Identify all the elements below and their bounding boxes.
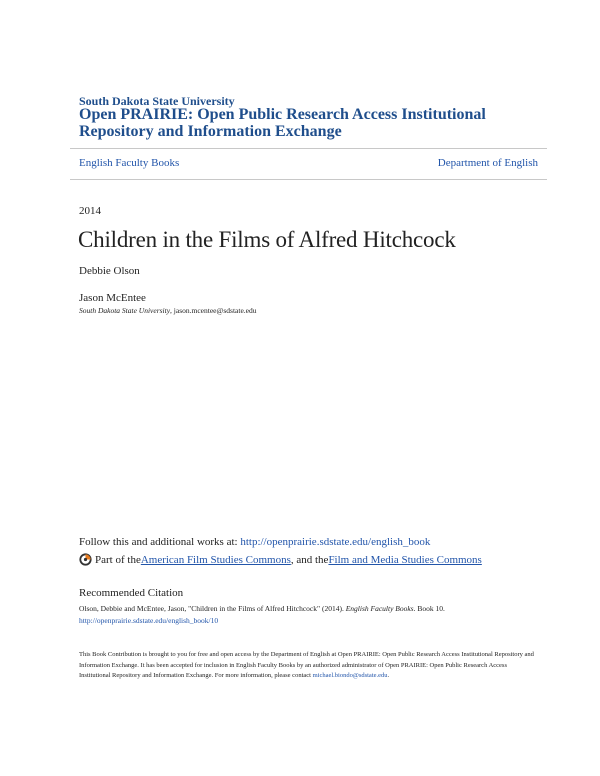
part-of-prefix: Part of the — [95, 553, 141, 566]
follow-text: Follow this and additional works at: — [79, 536, 241, 548]
bottom-divider — [70, 179, 547, 180]
notice-end: . — [387, 672, 390, 679]
author-name: Jason McEntee — [79, 292, 146, 304]
citation-main: Olson, Debbie and McEntee, Jason, "Children in the Films of Alfred Hitchcock" (2014). — [79, 604, 346, 613]
collection-link[interactable]: English Faculty Books — [79, 157, 180, 169]
part-of-middle: , and the — [290, 553, 329, 566]
author-affiliation — [79, 306, 257, 315]
american-film-commons-link[interactable]: American Film Studies Commons — [140, 553, 291, 566]
recommended-citation-heading: Recommended Citation — [79, 587, 184, 599]
collection-url-link[interactable]: http://openprairie.sdstate.edu/english_book — [240, 536, 431, 548]
affiliation-name: South Dakota State University — [79, 306, 171, 315]
commons-network-icon — [79, 553, 92, 566]
author-email: jason.mcentee@sdstate.edu — [173, 306, 257, 315]
university-name: South Dakota State University — [79, 94, 235, 108]
film-media-commons-link[interactable]: Film and Media Studies Commons — [328, 553, 482, 566]
access-notice — [79, 650, 539, 682]
affiliation-separator: , — [170, 306, 174, 315]
citation-block — [79, 603, 445, 627]
notice-text: This Book Contribution is brought to you for free and open access by the Department of English at Open PRAIRIE: Open Public Research Access Institutional Repository and Information Exchange. It has been accepted for inclusion in English Faculty Books by an authorized administrator of Open PRAIRIE: Open Public Research Access Institutional Repository and Information Exchange. For more information, please contact — [79, 651, 534, 679]
top-divider — [70, 148, 547, 149]
publication-year: 2014 — [79, 205, 101, 217]
contact-email-link[interactable]: michael.biondo@sdstate.edu — [312, 672, 388, 679]
follow-line — [79, 536, 430, 548]
document-title: Children in the Films of Alfred Hitchcock — [78, 227, 456, 252]
author-name: Debbie Olson — [79, 265, 140, 277]
citation-url-link[interactable]: http://openprairie.sdstate.edu/english_book/10 — [79, 616, 219, 625]
citation-series: English Faculty Books — [345, 604, 414, 613]
department-link[interactable]: Department of English — [437, 157, 538, 169]
part-of-line — [79, 553, 482, 566]
citation-end: . Book 10. — [413, 604, 445, 613]
repository-name[interactable]: Open PRAIRIE: Open Public Research Access Institutional Repository and Information Exchange — [79, 106, 486, 140]
